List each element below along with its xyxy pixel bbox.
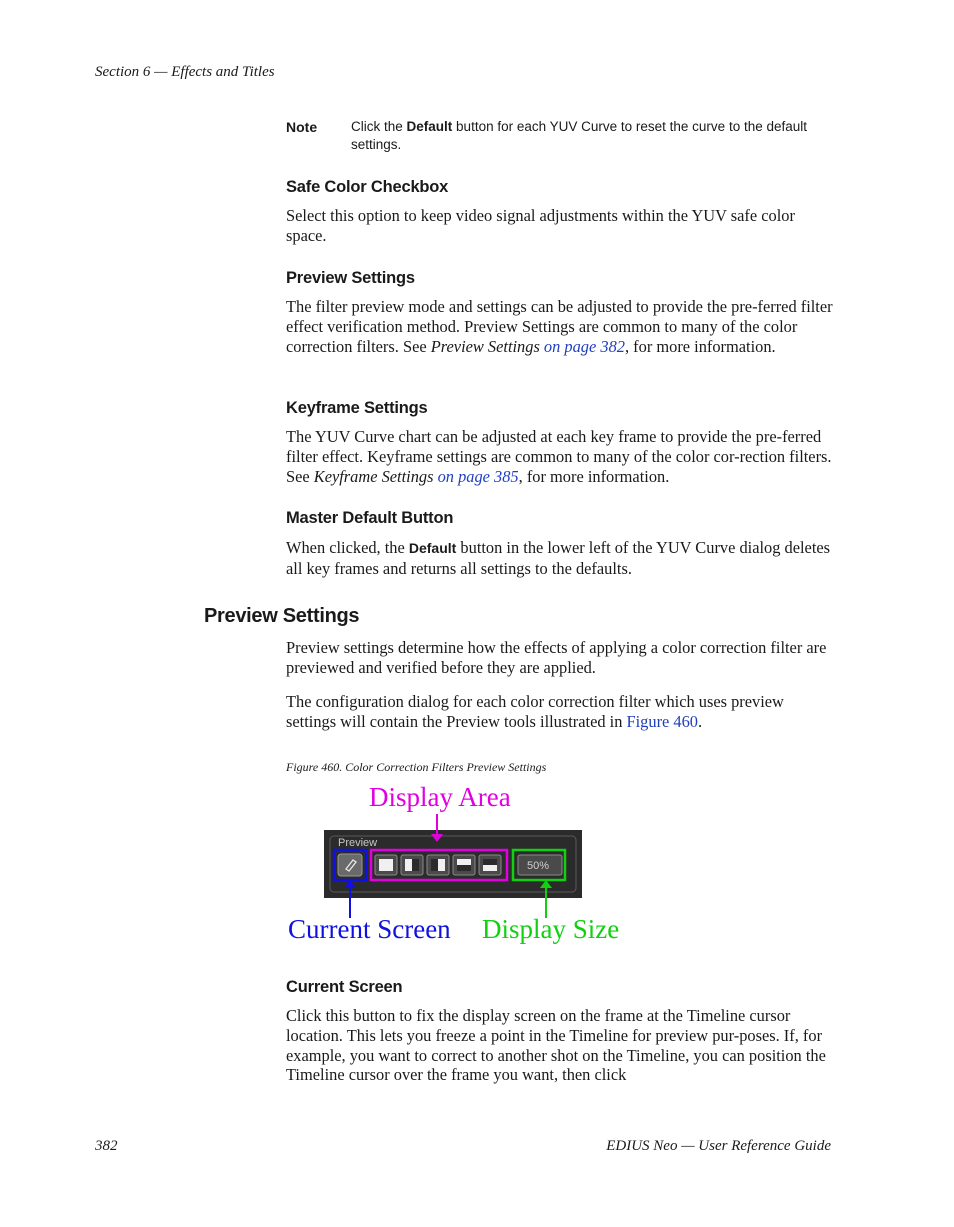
running-header: Section 6 — Effects and Titles — [95, 64, 275, 80]
para-preview-settings-sub: The filter preview mode and settings can be adjusted to provide the pre-ferred filter effect verification method. Preview Settings are common to many of the color correction filters. See Preview Settings on page 382, for more information. — [286, 297, 833, 356]
figure-460 — [280, 780, 630, 950]
para-current-screen: Click this button to fix the display screen on the frame at the Timeline cursor location. This lets you freeze a point in the Timeline for preview pur-poses. If, for example, you want to correct to another shot on the Timeline, you can position the Timeline cursor over the frame you want, then click — [286, 1006, 826, 1085]
heading-master-default-button: Master Default Button — [286, 509, 454, 527]
heading-safe-color-checkbox: Safe Color Checkbox — [286, 178, 449, 196]
link-page-382[interactable]: on page 382 — [539, 336, 625, 356]
para-safe-color: Select this option to keep video signal adjustments within the YUV safe color space. — [286, 206, 795, 245]
label-display-area: Display Area — [369, 782, 511, 812]
heading-keyframe-settings: Keyframe Settings — [286, 399, 428, 417]
display-area-buttons — [375, 855, 501, 875]
link-page-385[interactable]: on page 385 — [433, 466, 519, 486]
figure-caption: Figure 460. Color Correction Filters Preview Settings — [286, 760, 547, 774]
link-figure-460[interactable]: Figure 460 — [626, 711, 698, 731]
heading-preview-settings-sub: Preview Settings — [286, 269, 415, 287]
para-keyframe-settings: The YUV Curve chart can be adjusted at each key frame to provide the pre-ferred filter effect. Keyframe settings are common to many of the color cor-rection filters. See Keyframe Settings on page 385, for more information. — [286, 427, 832, 486]
preview-panel-graphic — [280, 780, 630, 950]
full-screen-icon — [379, 859, 393, 871]
para-master-default: When clicked, the Default button in the lower left of the YUV Curve dialog deletes all key frames and returns all settings to the defaults. — [286, 538, 831, 578]
label-current-screen: Current Screen — [288, 914, 451, 944]
default-term: Default — [406, 119, 453, 134]
display-size-value: 50% — [527, 860, 550, 872]
heading-current-screen: Current Screen — [286, 978, 403, 996]
heading-preview-settings-main: Preview Settings — [204, 605, 360, 627]
note-label: Note — [286, 119, 318, 135]
label-display-size: Display Size — [482, 914, 620, 944]
preview-panel-title: Preview — [338, 837, 378, 849]
para-preview-1: Preview settings determine how the effects of applying a color correction filter are previewed and verified before they are applied. — [286, 638, 827, 677]
note-text: Click the Default button for each YUV Curve to reset the curve to the default settings. — [351, 119, 808, 152]
current-screen-button[interactable] — [338, 854, 362, 876]
page-number: 382 — [95, 1138, 118, 1154]
para-preview-2: The configuration dialog for each color correction filter which uses preview settings will contain the Preview tools illustrated in Figure 460. — [286, 692, 784, 731]
guide-title: EDIUS Neo — User Reference Guide — [606, 1138, 831, 1154]
